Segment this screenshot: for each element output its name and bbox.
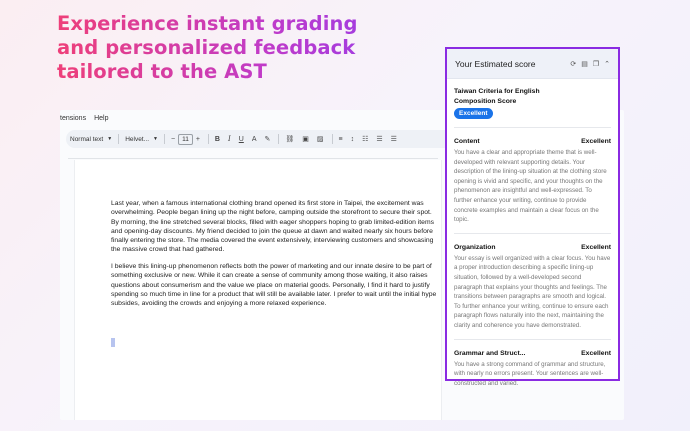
toolbar-divider: [164, 134, 165, 144]
decrease-font-size-button[interactable]: −: [170, 135, 176, 143]
grammar-section-header: [454, 349, 611, 359]
organization-section-header: [454, 243, 611, 253]
font-size-input[interactable]: 11: [178, 134, 193, 145]
menu-extensions[interactable]: tensions: [60, 115, 87, 122]
section-feedback: You have a strong command of grammar and structure, with nearly no errors present. Your sentences are well-constructed and varied.: [454, 360, 606, 387]
underline-button[interactable]: U: [238, 135, 244, 143]
organization-section: [447, 243, 618, 331]
chevron-down-icon: ▼: [153, 136, 158, 142]
section-rating: Excellent: [581, 349, 611, 357]
section-rating: Excellent: [581, 138, 611, 145]
section-rating: Excellent: [581, 243, 611, 251]
section-name: Grammar and Struct...: [454, 349, 526, 357]
score-panel: [445, 47, 620, 387]
insert-image-icon[interactable]: ▨: [316, 136, 324, 143]
section-name: Organization: [454, 243, 496, 251]
headline-line-1: Experience instant grading: [57, 12, 437, 36]
text-cursor: [111, 338, 115, 347]
headline-line-2: and personalized feedback: [57, 36, 437, 60]
document-paragraph-1: Last year, when a famous international clothing brand opened its first store in Taipei, the excitement was overwhelming. People began lining up the night before, camping outside the storefront to secure their spot. By morning, the line stretched several blocks, filled with eager shoppers hoping to grab limited-edition items and opening-day discounts. My friend decided to join the queue at dawn and waited nearly six hours before finally entering the store. The media covered the event extensively, interviewing customers and showcasing the massive crowd that had gathered.: [111, 200, 435, 254]
criteria-title-line-2: Composition Score: [454, 98, 517, 105]
highlight-pen-icon[interactable]: ✎: [264, 136, 271, 143]
insert-comment-icon[interactable]: ▣: [302, 136, 309, 143]
checklist-icon[interactable]: ☷: [362, 136, 369, 143]
chevron-up-icon[interactable]: ⌃: [604, 60, 610, 68]
document-paragraph-2: I believe this lining-up phenomenon reflects both the power of marketing and our innate desire to be part of something exclusive or new. While it can create a sense of community among those waiting, it also raises questions about consumerism and the value we place on material goods. Personally, I find it hard to justify spending so much time in line for a product that will still be available later. I prefer to wait until the initial hype subsides, avoiding the crowds and enjoying a more relaxed experience.: [111, 263, 437, 308]
criteria-title-line-1: Taiwan Criteria for English: [454, 88, 540, 95]
menu-bar: [60, 115, 108, 127]
numbered-list-icon[interactable]: ☰: [390, 136, 397, 143]
paragraph-style-label: Normal text: [70, 135, 104, 143]
bold-button[interactable]: B: [214, 135, 220, 143]
section-name: Content: [454, 138, 480, 145]
paragraph-style-select[interactable]: [70, 136, 112, 143]
section-divider: [454, 233, 611, 234]
document-icon[interactable]: ▤: [581, 60, 588, 68]
bulleted-list-icon[interactable]: ☰: [376, 136, 383, 143]
marketing-headline: [57, 12, 437, 84]
section-feedback: You have a clear and appropriate theme that is well-developed with relevant supporting details. Your description of the lining-up situation at the clothing store opening is vivid and specific, and your thoughts on the phenomenon are insightful and well-expressed. To further enhance your writing, continue to provide concrete examples and maintain a clear focus on the topic.: [454, 149, 607, 224]
text-color-button[interactable]: A: [251, 135, 257, 143]
panel-title: Your Estimated score: [455, 58, 536, 69]
ruler: [68, 154, 438, 159]
increase-font-size-button[interactable]: +: [195, 135, 200, 143]
score-panel-header: [447, 49, 618, 79]
italic-button[interactable]: I: [227, 135, 231, 143]
grammar-section: [447, 349, 618, 389]
content-section: [447, 137, 618, 225]
document-page[interactable]: [74, 160, 442, 420]
line-spacing-icon[interactable]: ↕: [350, 135, 355, 143]
font-family-label: Helvet...: [125, 135, 150, 143]
font-family-select[interactable]: [125, 136, 158, 143]
section-divider: [454, 127, 611, 128]
toolbar-divider: [278, 134, 279, 144]
chevron-down-icon: ▼: [107, 136, 113, 142]
overall-score-badge: Excellent: [454, 108, 493, 119]
align-icon[interactable]: ≡: [338, 135, 343, 143]
section-feedback: Your essay is well organized with a clear focus. You have a proper introduction describing a specific lining-up situation, followed by a well-developed second paragraph that explains your thoughts and feelings. The transitions between paragraphs are smooth and logical. To further enhance your writing, continue to ensure each paragraph flows naturally into the next, maintaining the clarity and coherence you have demonstrated.: [454, 254, 611, 329]
panel-actions: [570, 60, 610, 68]
section-divider: [454, 339, 611, 340]
toolbar-divider: [208, 134, 209, 144]
headline-line-3: tailored to the AST: [57, 60, 437, 84]
criteria-block: [447, 79, 618, 119]
toolbar-divider: [118, 134, 119, 144]
insert-link-icon[interactable]: ⛓: [285, 136, 295, 143]
refresh-icon[interactable]: ⟳: [570, 60, 577, 68]
content-section-header: [454, 137, 611, 147]
toolbar-divider: [332, 134, 333, 144]
copy-icon[interactable]: ❐: [592, 60, 600, 68]
menu-help[interactable]: Help: [94, 115, 109, 122]
